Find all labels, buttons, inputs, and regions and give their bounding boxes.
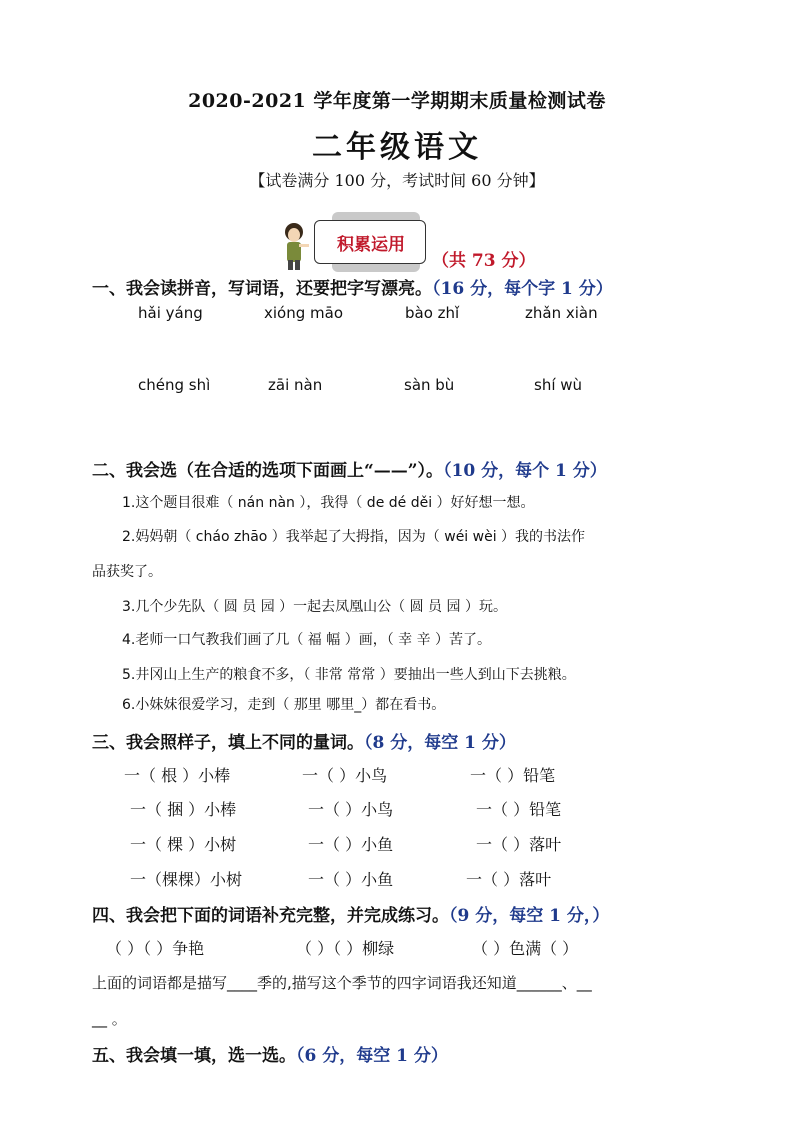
subject-title: 二年级语文 (312, 130, 482, 165)
q4-line-2: __ 。 (92, 1010, 127, 1028)
q5-heading-text: 五、我会填一填，选一选。 (92, 1046, 296, 1066)
q4-score: （9 分，每空 1 分，） (449, 906, 610, 926)
q2-item-1: 1.这个题目很难（ nán nàn ），我得（ de dé děi ）好好想一想。 (122, 495, 535, 511)
q3-r4-c2: 一（ ）小鱼 (308, 870, 394, 889)
q3-r2-c1: 一（ 捆 ）小棒 (130, 800, 237, 819)
q4-heading (92, 901, 609, 926)
q2-heading (92, 456, 607, 481)
banner-label: 积累运用 (337, 235, 405, 255)
q3-r1-c3: 一（ ）铅笔 (470, 766, 556, 785)
q1-pinyin-3: bào zhǐ (405, 304, 460, 322)
q3-r4-c1: 一（棵棵）小树 (130, 870, 243, 889)
q1-pinyin-5: chéng shì (138, 376, 211, 394)
banner-score: （共 73 分） (432, 251, 536, 271)
q2-item-6: 6.小妹妹很爱学习，走到（ 那里 哪里_）都在看书。 (122, 697, 446, 713)
q3-score: （8 分，每空 1 分） (364, 733, 516, 753)
q2-item-4: 4.老师一口气教我们画了几（ 福 幅 ）画，（ 幸 辛 ）苦了。 (122, 632, 492, 648)
section-banner (314, 220, 426, 264)
q2-item-2: 2.妈妈朝（ cháo zhāo ）我举起了大拇指，因为（ wéi wèi ）我的书法作 (122, 529, 586, 545)
q3-r3-c3: 一（ ）落叶 (476, 835, 562, 854)
q3-heading (92, 728, 516, 753)
exam-title: 2020-2021 学年度第一学期期末质量检测试卷 (188, 90, 606, 112)
q1-pinyin-2: xióng māo (264, 304, 343, 322)
q4-heading-text: 四、我会把下面的词语补充完整，并完成练习。 (92, 906, 449, 926)
q3-r2-c2: 一（ ）小鸟 (308, 800, 394, 819)
q3-heading-text: 三、我会照样子，填上不同的量词。 (92, 733, 364, 753)
q2-item-5: 5.井冈山上生产的粮食不多，（ 非常 常常 ）要抽出一些人到山下去挑粮。 (122, 667, 576, 683)
q2-item-3: 3.几个少先队（ 圆 员 园 ）一起去凤凰山公（ 圆 员 园 ）玩。 (122, 599, 507, 615)
q4-idiom-3: （ ）色满（ ） (472, 939, 579, 958)
q3-r4-c3: 一（ ）落叶 (466, 870, 552, 889)
q4-line-1: 上面的词语都是描写____季的,描写这个季节的四字词语我还知道______、__ (92, 974, 592, 992)
q3-r3-c1: 一（ 棵 ）小树 (130, 835, 237, 854)
q1-heading-text: 一、我会读拼音，写词语，还要把字写漂亮。 (92, 279, 432, 299)
exam-note: 【试卷满分 100 分，考试时间 60 分钟】 (249, 171, 545, 190)
q5-heading (92, 1041, 448, 1066)
q2-score: （10 分，每个 1 分） (443, 461, 607, 481)
q2-heading-text: 二、我会选（在合适的选项下面画上“——”）。 (92, 461, 444, 481)
q2-item-2-cont: 品获奖了。 (92, 564, 162, 580)
q4-idiom-1: （ ）（ ）争艳 (106, 939, 205, 958)
q1-pinyin-8: shí wù (534, 376, 583, 394)
q1-pinyin-1: hǎi yáng (138, 304, 203, 322)
q1-heading (92, 274, 613, 299)
q5-score: （6 分，每空 1 分） (296, 1046, 448, 1066)
q3-r3-c2: 一（ ）小鱼 (308, 835, 394, 854)
q3-r1-c1: 一（ 根 ）小棒 (124, 766, 231, 785)
q1-pinyin-6: zāi nàn (268, 376, 323, 394)
q1-score: （16 分，每个字 1 分） (432, 279, 613, 299)
q1-pinyin-4: zhǎn xiàn (525, 304, 598, 322)
q4-idiom-2: （ ）（ ）柳绿 (296, 939, 395, 958)
q3-r1-c2: 一（ ）小鸟 (302, 766, 388, 785)
teacher-illustration-icon (278, 222, 312, 272)
q3-r2-c3: 一（ ）铅笔 (476, 800, 562, 819)
q1-pinyin-7: sàn bù (404, 376, 455, 394)
